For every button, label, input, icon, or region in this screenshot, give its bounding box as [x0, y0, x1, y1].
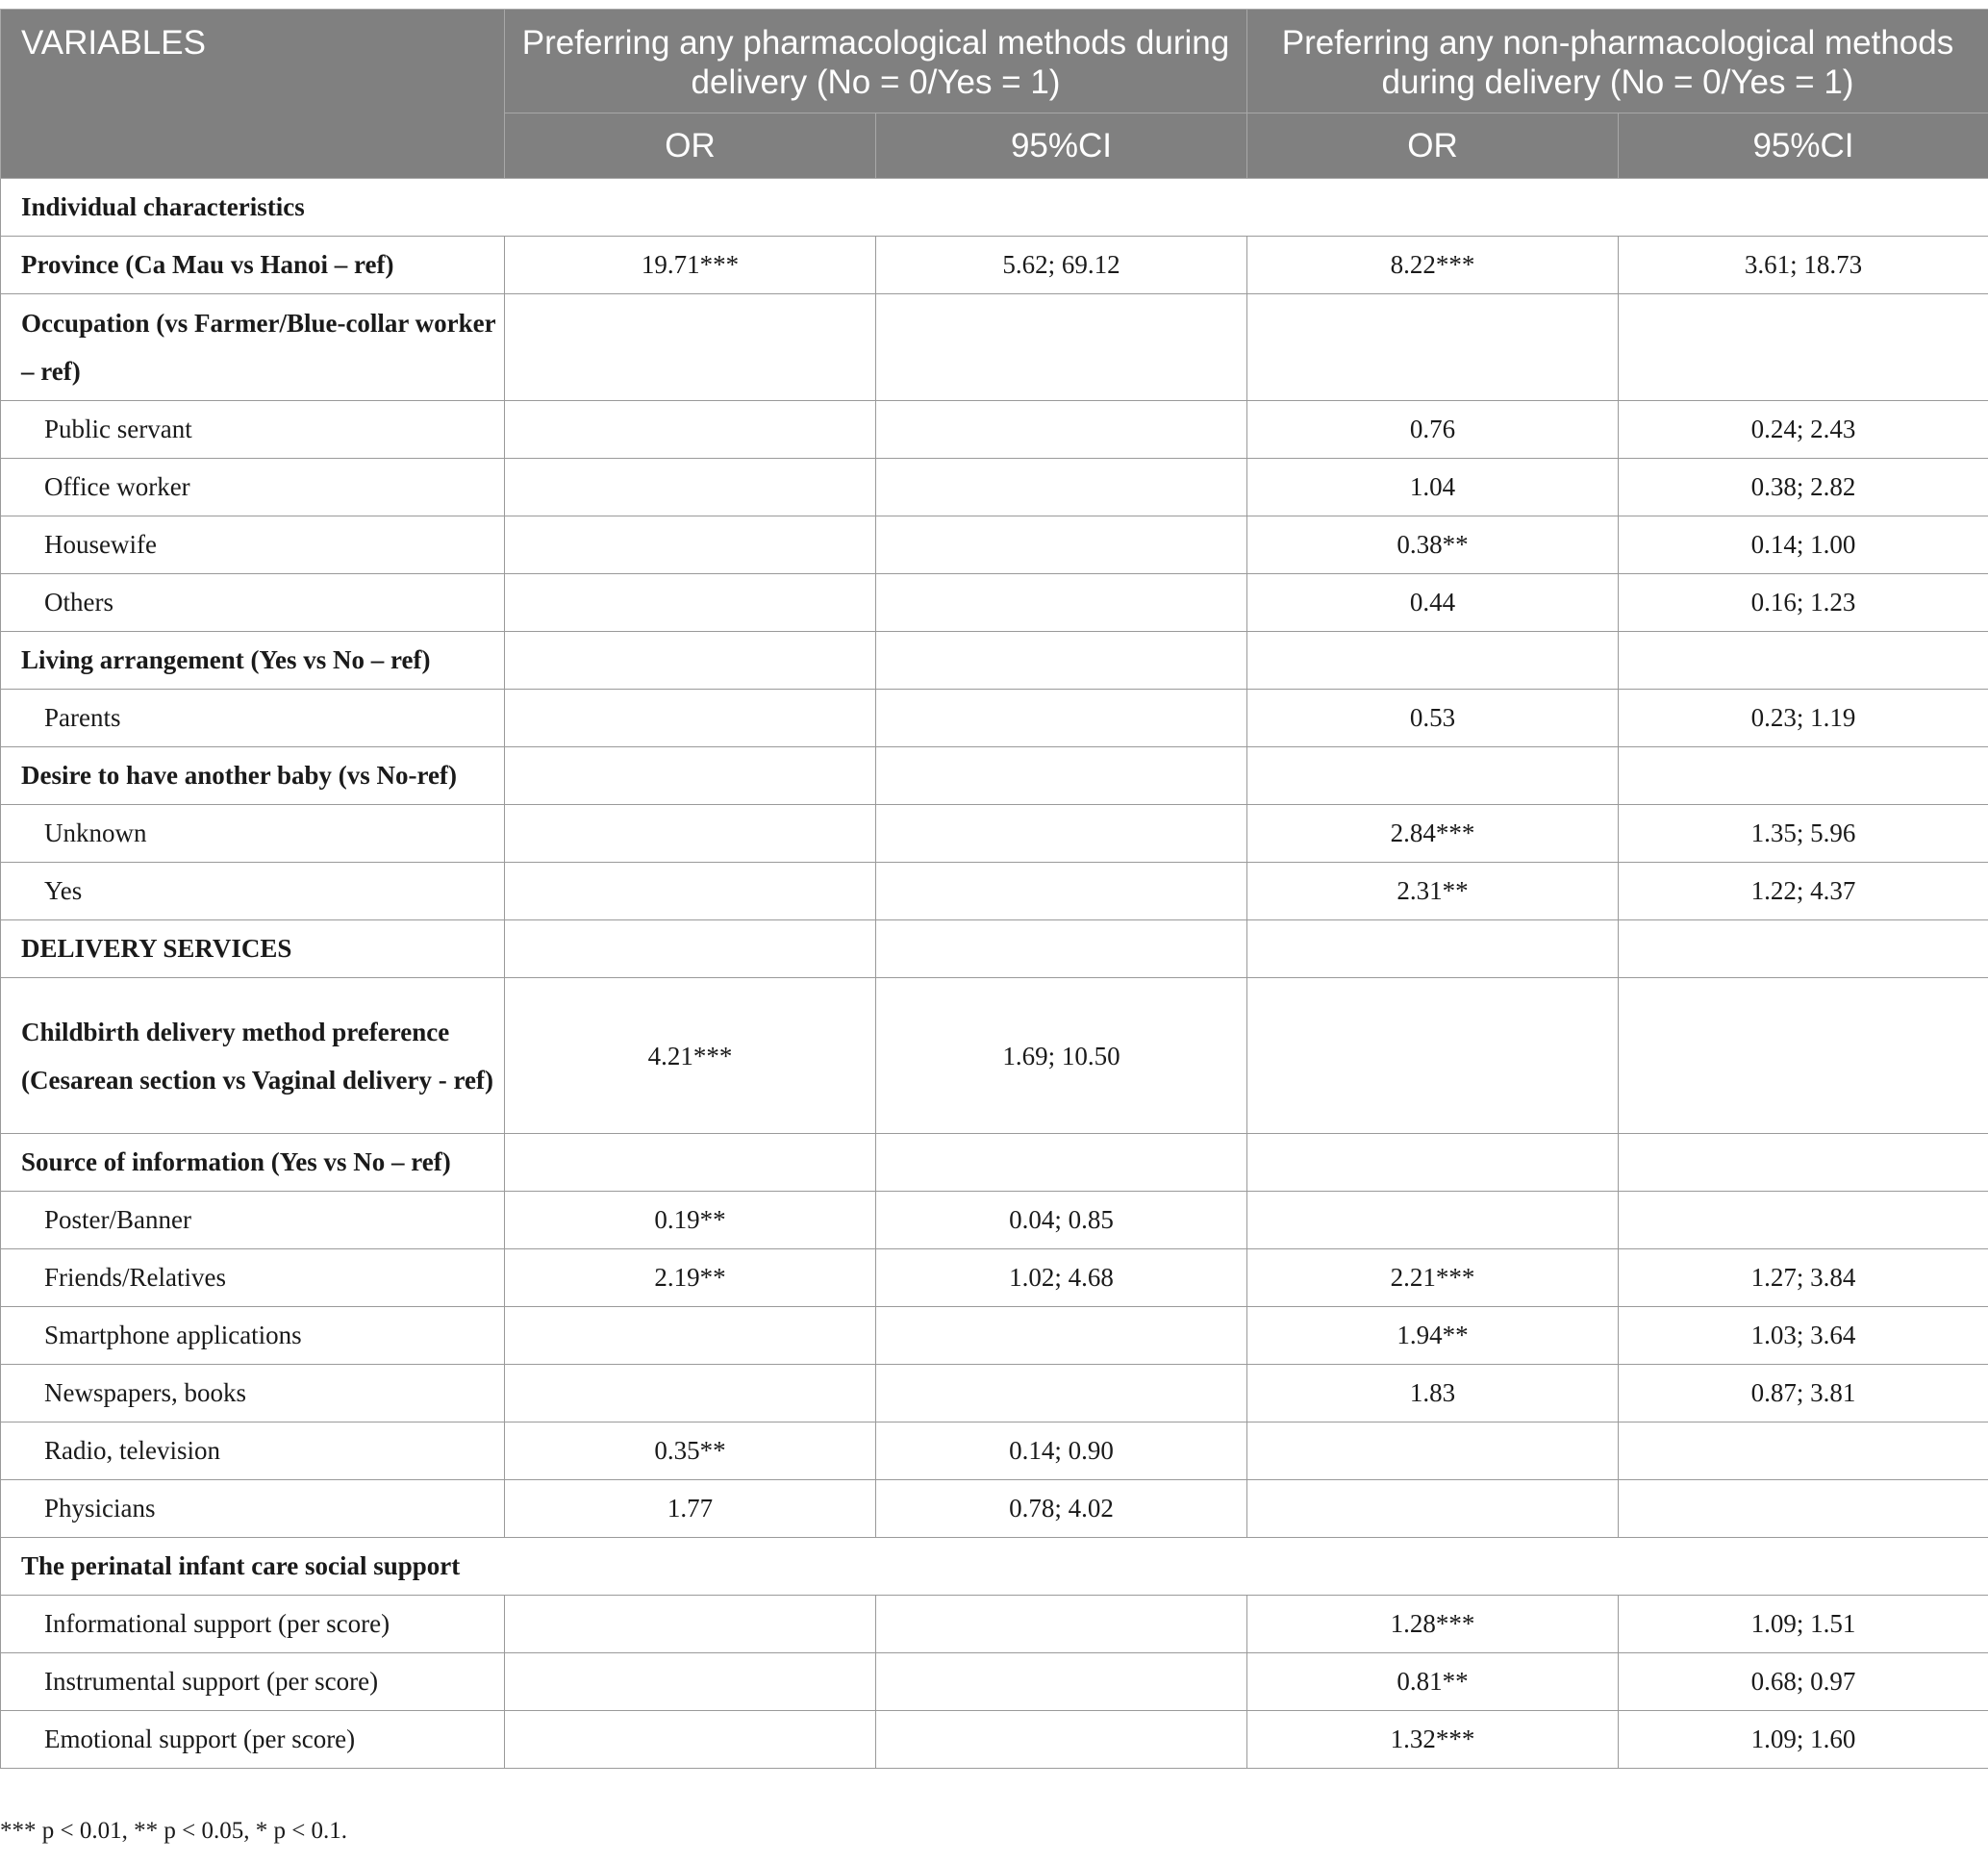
ci-non-pharmacological-cell: 1.22; 4.37	[1619, 863, 1988, 920]
section-row	[1, 1538, 1988, 1596]
ci-pharmacological-cell	[876, 1711, 1247, 1769]
header-ci-pharmacological: 95%CI	[876, 113, 1247, 179]
header-or-non-pharmacological: OR	[1247, 113, 1619, 179]
ci-non-pharmacological-cell: 0.38; 2.82	[1619, 459, 1988, 516]
ci-pharmacological-cell: 0.14; 0.90	[876, 1422, 1247, 1480]
or-pharmacological-cell	[505, 632, 876, 690]
or-pharmacological-cell: 1.77	[505, 1480, 876, 1538]
header-variables: VARIABLES	[1, 10, 505, 179]
row-label: Smartphone applications	[1, 1307, 505, 1365]
or-pharmacological-cell: 0.35**	[505, 1422, 876, 1480]
table-row	[1, 401, 1988, 459]
header-ci-non-pharmacological: 95%CI	[1619, 113, 1988, 179]
or-pharmacological-cell	[505, 920, 876, 978]
row-label: Office worker	[1, 459, 505, 516]
or-non-pharmacological-cell: 8.22***	[1247, 237, 1619, 294]
row-label: Emotional support (per score)	[1, 1711, 505, 1769]
row-label: Living arrangement (Yes vs No – ref)	[1, 632, 505, 690]
or-pharmacological-cell	[505, 863, 876, 920]
ci-pharmacological-cell: 0.78; 4.02	[876, 1480, 1247, 1538]
or-pharmacological-cell	[505, 690, 876, 747]
ci-pharmacological-cell	[876, 1307, 1247, 1365]
ci-non-pharmacological-cell: 1.03; 3.64	[1619, 1307, 1988, 1365]
section-row	[1, 179, 1988, 237]
ci-non-pharmacological-cell	[1619, 747, 1988, 805]
ci-pharmacological-cell	[876, 1653, 1247, 1711]
or-pharmacological-cell	[505, 1711, 876, 1769]
or-pharmacological-cell	[505, 574, 876, 632]
or-non-pharmacological-cell	[1247, 978, 1619, 1134]
table-row	[1, 574, 1988, 632]
row-label: Physicians	[1, 1480, 505, 1538]
or-pharmacological-cell: 4.21***	[505, 978, 876, 1134]
or-pharmacological-cell	[505, 1134, 876, 1192]
ci-pharmacological-cell	[876, 632, 1247, 690]
ci-non-pharmacological-cell: 0.87; 3.81	[1619, 1365, 1988, 1422]
ci-pharmacological-cell	[876, 1365, 1247, 1422]
row-label: Informational support (per score)	[1, 1596, 505, 1653]
table-row	[1, 632, 1988, 690]
or-pharmacological-cell	[505, 747, 876, 805]
table-row	[1, 920, 1988, 978]
ci-pharmacological-cell	[876, 920, 1247, 978]
or-pharmacological-cell	[505, 516, 876, 574]
ci-non-pharmacological-cell: 0.23; 1.19	[1619, 690, 1988, 747]
row-label: Yes	[1, 863, 505, 920]
ci-non-pharmacological-cell	[1619, 1480, 1988, 1538]
or-pharmacological-cell	[505, 1653, 876, 1711]
or-non-pharmacological-cell: 2.31**	[1247, 863, 1619, 920]
table-row	[1, 863, 1988, 920]
or-pharmacological-cell	[505, 1307, 876, 1365]
table-row	[1, 237, 1988, 294]
row-label: Source of information (Yes vs No – ref)	[1, 1134, 505, 1192]
row-label: Newspapers, books	[1, 1365, 505, 1422]
or-non-pharmacological-cell: 0.53	[1247, 690, 1619, 747]
results-table-container	[0, 9, 1988, 1769]
table-row	[1, 516, 1988, 574]
or-non-pharmacological-cell: 1.83	[1247, 1365, 1619, 1422]
ci-pharmacological-cell	[876, 294, 1247, 401]
table-row	[1, 805, 1988, 863]
table-row	[1, 1422, 1988, 1480]
table-footnote: *** p < 0.01, ** p < 0.05, * p < 0.1.	[0, 1818, 348, 1844]
row-label: Poster/Banner	[1, 1192, 505, 1249]
or-non-pharmacological-cell	[1247, 1422, 1619, 1480]
row-label: Others	[1, 574, 505, 632]
table-row	[1, 747, 1988, 805]
or-pharmacological-cell: 0.19**	[505, 1192, 876, 1249]
or-non-pharmacological-cell: 1.04	[1247, 459, 1619, 516]
ci-non-pharmacological-cell	[1619, 632, 1988, 690]
or-non-pharmacological-cell	[1247, 1480, 1619, 1538]
ci-pharmacological-cell	[876, 863, 1247, 920]
or-non-pharmacological-cell: 0.76	[1247, 401, 1619, 459]
table-header	[1, 10, 1988, 179]
row-label: Public servant	[1, 401, 505, 459]
ci-non-pharmacological-cell	[1619, 294, 1988, 401]
table-row	[1, 1365, 1988, 1422]
ci-non-pharmacological-cell: 0.16; 1.23	[1619, 574, 1988, 632]
header-or-pharmacological: OR	[505, 113, 876, 179]
table-row	[1, 978, 1988, 1134]
row-label: Instrumental support (per score)	[1, 1653, 505, 1711]
ci-pharmacological-cell	[876, 459, 1247, 516]
or-non-pharmacological-cell	[1247, 632, 1619, 690]
row-label: Friends/Relatives	[1, 1249, 505, 1307]
ci-pharmacological-cell	[876, 1134, 1247, 1192]
or-pharmacological-cell	[505, 401, 876, 459]
or-non-pharmacological-cell	[1247, 294, 1619, 401]
ci-non-pharmacological-cell	[1619, 920, 1988, 978]
ci-non-pharmacological-cell: 1.35; 5.96	[1619, 805, 1988, 863]
table-row	[1, 1711, 1988, 1769]
or-non-pharmacological-cell	[1247, 920, 1619, 978]
ci-pharmacological-cell: 1.02; 4.68	[876, 1249, 1247, 1307]
table-row	[1, 1596, 1988, 1653]
table-row	[1, 459, 1988, 516]
or-non-pharmacological-cell: 1.28***	[1247, 1596, 1619, 1653]
or-pharmacological-cell	[505, 294, 876, 401]
or-non-pharmacological-cell: 0.44	[1247, 574, 1619, 632]
header-pharmacological-group: Preferring any pharmacological methods during delivery (No = 0/Yes = 1)	[505, 10, 1247, 113]
ci-non-pharmacological-cell: 1.09; 1.51	[1619, 1596, 1988, 1653]
row-label: Childbirth delivery method preference (Cesarean section vs Vaginal delivery - ref)	[1, 978, 505, 1134]
ci-non-pharmacological-cell	[1619, 1134, 1988, 1192]
header-non-pharmacological-group: Preferring any non-pharmacological methods during delivery (No = 0/Yes = 1)	[1247, 10, 1988, 113]
ci-pharmacological-cell	[876, 690, 1247, 747]
ci-non-pharmacological-cell: 1.27; 3.84	[1619, 1249, 1988, 1307]
row-label: The perinatal infant care social support	[1, 1538, 1988, 1596]
or-non-pharmacological-cell: 0.38**	[1247, 516, 1619, 574]
ci-pharmacological-cell	[876, 574, 1247, 632]
ci-pharmacological-cell: 5.62; 69.12	[876, 237, 1247, 294]
row-label: Parents	[1, 690, 505, 747]
ci-pharmacological-cell	[876, 401, 1247, 459]
ci-non-pharmacological-cell	[1619, 1422, 1988, 1480]
table-row	[1, 294, 1988, 401]
or-pharmacological-cell: 2.19**	[505, 1249, 876, 1307]
row-label: Desire to have another baby (vs No-ref)	[1, 747, 505, 805]
ci-pharmacological-cell	[876, 516, 1247, 574]
or-non-pharmacological-cell: 1.32***	[1247, 1711, 1619, 1769]
table-row	[1, 1480, 1988, 1538]
row-label: DELIVERY SERVICES	[1, 920, 505, 978]
row-label: Unknown	[1, 805, 505, 863]
table-row	[1, 1653, 1988, 1711]
or-non-pharmacological-cell: 2.21***	[1247, 1249, 1619, 1307]
table-row	[1, 1134, 1988, 1192]
table-body	[1, 179, 1988, 1769]
ci-non-pharmacological-cell: 0.68; 0.97	[1619, 1653, 1988, 1711]
or-non-pharmacological-cell: 2.84***	[1247, 805, 1619, 863]
or-pharmacological-cell	[505, 1596, 876, 1653]
or-pharmacological-cell	[505, 805, 876, 863]
or-pharmacological-cell: 19.71***	[505, 237, 876, 294]
table-row	[1, 1307, 1988, 1365]
row-label: Occupation (vs Farmer/Blue-collar worker – ref)	[1, 294, 505, 401]
ci-non-pharmacological-cell	[1619, 978, 1988, 1134]
table-row	[1, 690, 1988, 747]
regression-results-table	[0, 9, 1988, 1769]
or-pharmacological-cell	[505, 459, 876, 516]
row-label: Individual characteristics	[1, 179, 1988, 237]
or-non-pharmacological-cell	[1247, 747, 1619, 805]
or-pharmacological-cell	[505, 1365, 876, 1422]
ci-pharmacological-cell	[876, 747, 1247, 805]
ci-non-pharmacological-cell: 1.09; 1.60	[1619, 1711, 1988, 1769]
row-label: Radio, television	[1, 1422, 505, 1480]
row-label: Province (Ca Mau vs Hanoi – ref)	[1, 237, 505, 294]
or-non-pharmacological-cell	[1247, 1134, 1619, 1192]
ci-non-pharmacological-cell: 0.24; 2.43	[1619, 401, 1988, 459]
ci-pharmacological-cell	[876, 805, 1247, 863]
ci-pharmacological-cell: 0.04; 0.85	[876, 1192, 1247, 1249]
or-non-pharmacological-cell: 0.81**	[1247, 1653, 1619, 1711]
ci-non-pharmacological-cell: 0.14; 1.00	[1619, 516, 1988, 574]
or-non-pharmacological-cell: 1.94**	[1247, 1307, 1619, 1365]
ci-non-pharmacological-cell	[1619, 1192, 1988, 1249]
ci-non-pharmacological-cell: 3.61; 18.73	[1619, 237, 1988, 294]
ci-pharmacological-cell: 1.69; 10.50	[876, 978, 1247, 1134]
ci-pharmacological-cell	[876, 1596, 1247, 1653]
or-non-pharmacological-cell	[1247, 1192, 1619, 1249]
table-row	[1, 1192, 1988, 1249]
row-label: Housewife	[1, 516, 505, 574]
table-row	[1, 1249, 1988, 1307]
